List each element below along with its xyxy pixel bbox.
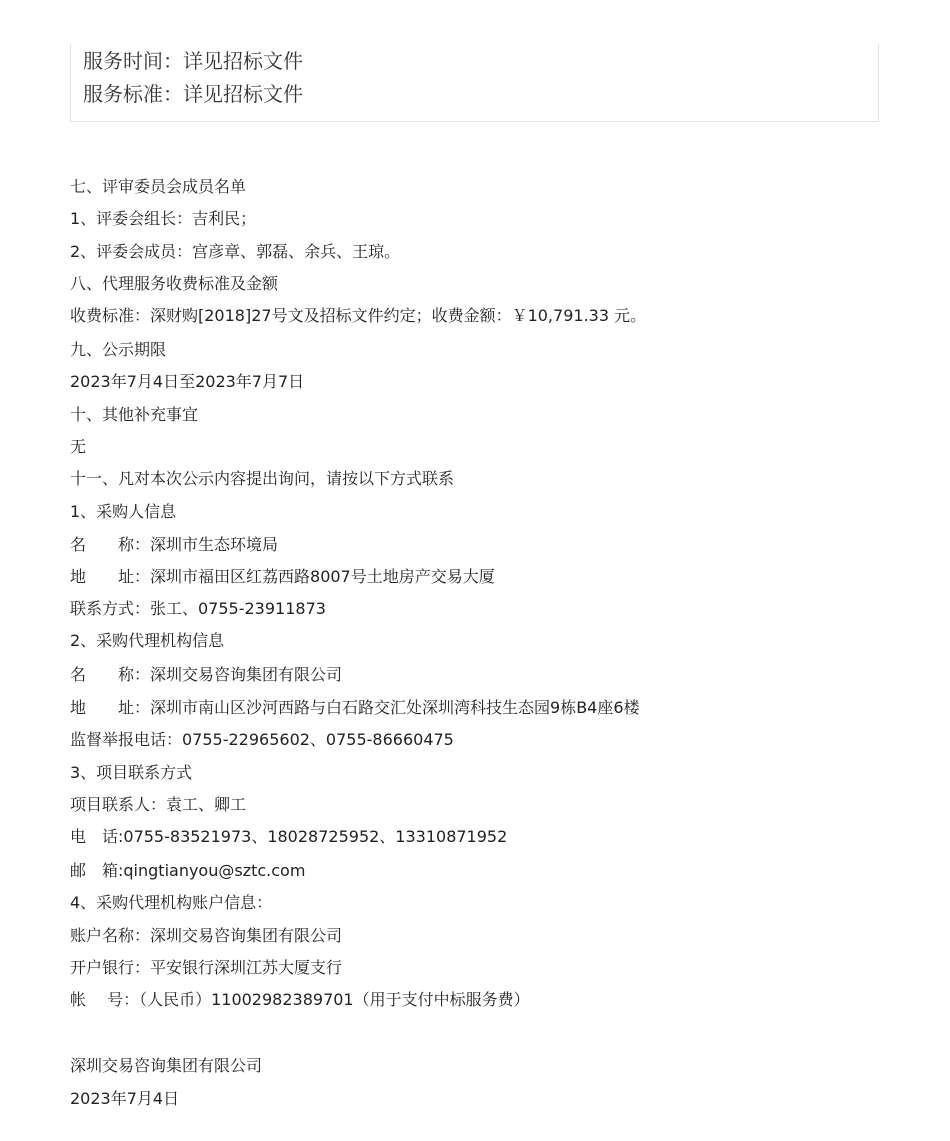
section-11-title: 十一、凡对本次公示内容提出询问，请按以下方式联系: [70, 469, 455, 488]
service-info-box: [70, 44, 879, 122]
buyer-address-value: 深圳市福田区红荔西路8007号土地房产交易大厦: [150, 567, 495, 586]
footer-date: 2023年7月4日: [70, 1089, 180, 1108]
agency-name-value: 深圳交易咨询集团有限公司: [150, 665, 343, 684]
agency-address-value: 深圳市南山区沙河西路与白石路交汇处深圳湾科技生态园9栋B4座6楼: [150, 698, 640, 717]
publicity-period: 2023年7月4日至2023年7月7日: [70, 372, 305, 391]
account-name: 账户名称：深圳交易咨询集团有限公司: [70, 926, 343, 945]
account-number: 帐 号：（人民币）11002982389701（用于支付中标服务费）: [70, 990, 530, 1009]
account-info-title: 4、采购代理机构账户信息：: [70, 893, 273, 912]
account-bank: 开户银行：平安银行深圳江苏大厦支行: [70, 958, 343, 977]
buyer-name-value: 深圳市生态环境局: [150, 535, 279, 554]
project-email: 邮 箱:qingtianyou@sztc.com: [70, 861, 306, 880]
section-9-title: 九、公示期限: [70, 340, 167, 359]
project-contact-title: 3、项目联系方式: [70, 763, 193, 782]
supervision-phone: 监督举报电话：0755-22965602、0755-86660475: [70, 730, 454, 749]
evaluation-members: 2、评委会成员：宫彦章、郭磊、余兵、王琼。: [70, 242, 401, 261]
agency-info-title: 2、采购代理机构信息: [70, 631, 225, 650]
buyer-contact: 联系方式：张工、0755-23911873: [70, 599, 326, 618]
buyer-info-title: 1、采购人信息: [70, 502, 177, 521]
section-7-title: 七、评审委员会成员名单: [70, 177, 247, 196]
service-standard: 服务标准：详见招标文件: [83, 82, 303, 106]
footer-company: 深圳交易咨询集团有限公司: [70, 1056, 263, 1075]
section-8-title: 八、代理服务收费标准及金额: [70, 274, 279, 293]
buyer-name: [70, 534, 278, 556]
buyer-name-label: 名 称：: [70, 535, 151, 554]
agency-address-label: 地 址：: [70, 698, 151, 717]
service-time: 服务时间：详见招标文件: [83, 49, 303, 73]
project-phone: 电 话:0755-83521973、18028725952、13310871952: [70, 827, 508, 846]
agency-name: [70, 664, 342, 686]
evaluation-leader: 1、评委会组长：吉利民；: [70, 209, 257, 228]
buyer-address: [70, 566, 495, 588]
fee-standard: 收费标准：深财购[2018]27号文及招标文件约定；收费金额：￥10,791.33 元。: [70, 306, 647, 325]
supplementary-content: 无: [70, 437, 87, 456]
project-contact-persons: 项目联系人：袁工、卿工: [70, 795, 247, 814]
buyer-address-label: 地 址：: [70, 567, 151, 586]
section-10-title: 十、其他补充事宜: [70, 405, 199, 424]
agency-address: [70, 697, 640, 719]
agency-name-label: 名 称：: [70, 665, 151, 684]
